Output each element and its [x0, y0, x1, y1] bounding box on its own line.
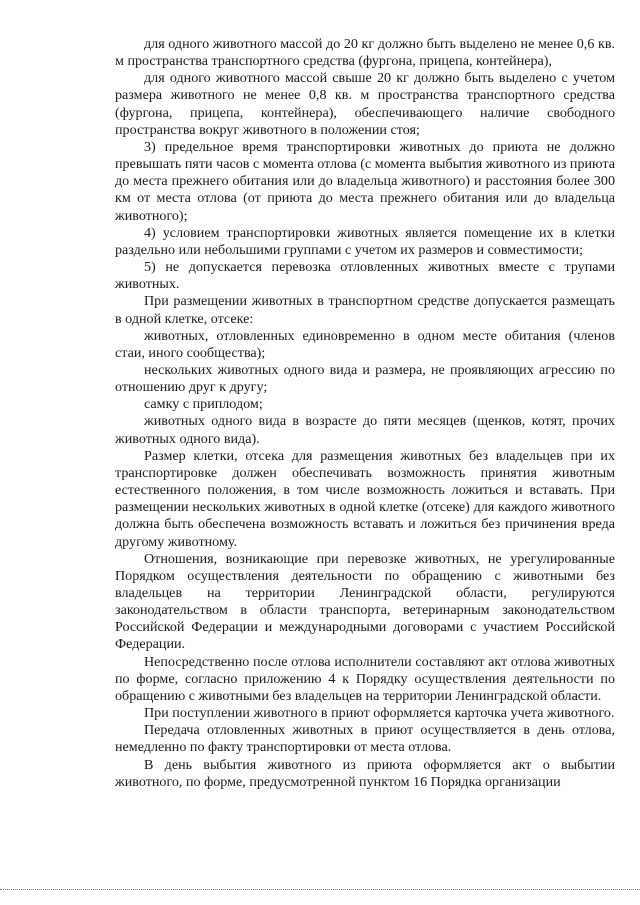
paragraph: Размер клетки, отсека для размещения животных без владельцев при их транспортировке должен обеспечивать возможность принятия животным естественного положения, в том числе возможность ложиться и вставать. При размещении нескольких животных в одной клетке (отсеке) для каждого животного должна быть обеспечена возможность вставать и ложиться без причинения вреда другому животному. — [115, 447, 615, 550]
paragraph: 3) предельное время транспортировки животных до приюта не должно превышать пяти часов с момента отлова (с момента выбытия животного из приюта до места прежнего обитания или до владельца животного) и расстояния более 300 км от места отлова (от приюта до места прежнего обитания или до владельца животного); — [115, 138, 615, 224]
document-body — [115, 36, 615, 791]
paragraph: При размещении животных в транспортном средстве допускается размещать в одной клетке, отсеке: — [115, 293, 615, 327]
paragraph: В день выбытия животного из приюта оформляется акт о выбытии животного, по форме, предусмотренной пунктом 16 Порядка организации — [115, 756, 615, 790]
paragraph: Непосредственно после отлова исполнители составляют акт отлова животных по форме, согласно приложению 4 к Порядку осуществления деятельности по обращению с животными без владельцев на территории Ленинградской области. — [115, 653, 615, 704]
paragraph: животных, отловленных единовременно в одном месте обитания (членов стаи, иного сообщества); — [115, 327, 615, 361]
paragraph: самку с приплодом; — [144, 396, 263, 413]
paragraph: 5) не допускается перевозка отловленных животных вместе с трупами животных. — [115, 259, 615, 293]
paragraph: Отношения, возникающие при перевозке животных, не урегулированные Порядком осуществления деятельности по обращению с животными без владельцев на территории Ленинградской области, регулируются законодательством в области транспорта, ветеринарным законодательством Российской Федерации и международными договорами с участием Российской Федерации. — [115, 550, 615, 653]
paragraph: животных одного вида в возрасте до пяти месяцев (щенков, котят, прочих животных одного вида). — [115, 413, 615, 447]
paragraph: для одного животного массой свыше 20 кг должно быть выделено с учетом размера животного не менее 0,8 кв. м пространства транспортного средства (фургона, прицепа, контейнера), обеспечивающего наличие свободного пространства вокруг животного в положении стоя; — [115, 70, 615, 138]
paragraph: Передача отловленных животных в приют осуществляется в день отлова, немедленно по факту транспортировки от места отлова. — [115, 722, 615, 756]
paragraph: для одного животного массой до 20 кг должно быть выделено не менее 0,6 кв. м пространства транспортного средства (фургона, прицепа, контейнера), — [115, 36, 615, 70]
paragraph: нескольких животных одного вида и размера, не проявляющих агрессию по отношению друг к другу; — [115, 361, 615, 396]
paragraph: 4) условием транспортировки животных является помещение их в клетки раздельно или небольшими группами с учетом их размеров и совместимости; — [115, 224, 615, 258]
page-bottom-rule — [0, 889, 640, 890]
paragraph: При поступлении животного в приют оформляется карточка учета животного. — [144, 705, 615, 722]
